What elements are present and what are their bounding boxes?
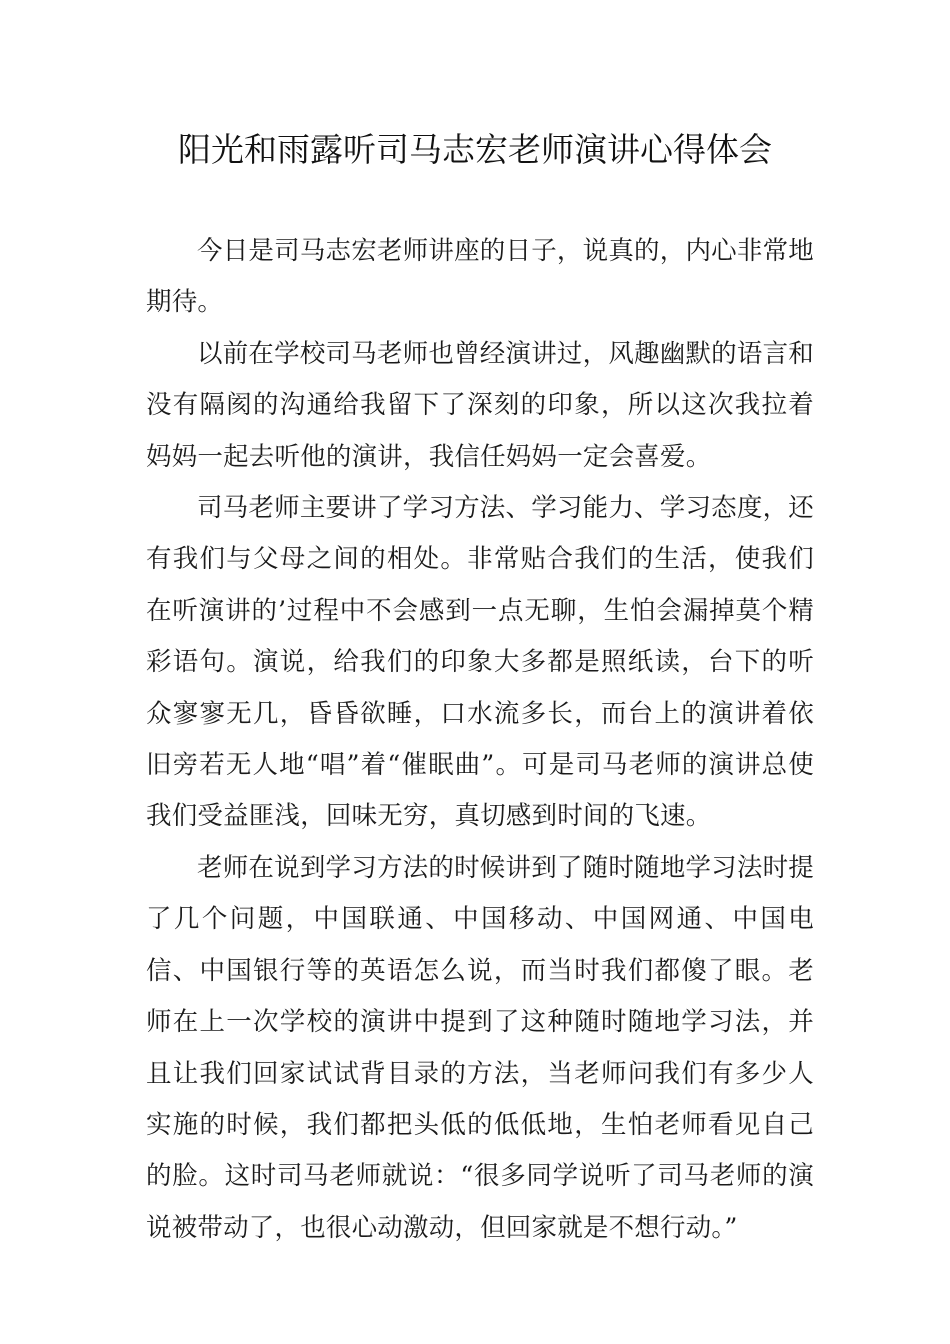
paragraph-2: 以前在学校司马老师也曾经演讲过，风趣幽默的语言和没有隔阂的沟通给我留下了深刻的印象，所以这次我拉着妈妈一起去听他的演讲，我信任妈妈一定会喜爱。 — [146, 338, 814, 472]
paragraph-4: 老师在说到学习方法的时候讲到了随时随地学习法时提了几个问题，中国联通、中国移动、中国网通、中国电信、中国银行等的英语怎么说，而当时我们都傻了眼。老师在上一次学校的演讲中提到了这种随时随地学习法，并且让我们回家试试背目录的方法，当老师问我们有多少人实施的时候，我们都把头低的低低地，生怕老师看见自己的脸。这时司马老师就说：“很多同学说听了司马老师的演说被带动了，也很心动激动，但回家就是不想行动。” — [146, 852, 814, 1243]
paragraph-1: 今日是司马志宏老师讲座的日子，说真的，内心非常地期待。 — [146, 236, 814, 318]
document-title: 阳光和雨露听司马志宏老师演讲心得体会 — [178, 130, 772, 169]
paragraph-3: 司马老师主要讲了学习方法、学习能力、学习态度，还有我们与父母之间的相处。非常贴合我们的生活，使我们在听演讲的’过程中不会感到一点无聊，生怕会漏掉莫个精彩语句。演说，给我们的印象大多都是照纸读，台下的听众寥寥无几，昏昏欲睡，口水流多长，而台上的演讲着依旧旁若无人地“唱”着“催眠曲”。可是司马老师的演讲总使我们受益匪浅，回味无穷，真切感到时间的飞速。 — [146, 493, 814, 832]
document-body — [146, 226, 814, 1254]
